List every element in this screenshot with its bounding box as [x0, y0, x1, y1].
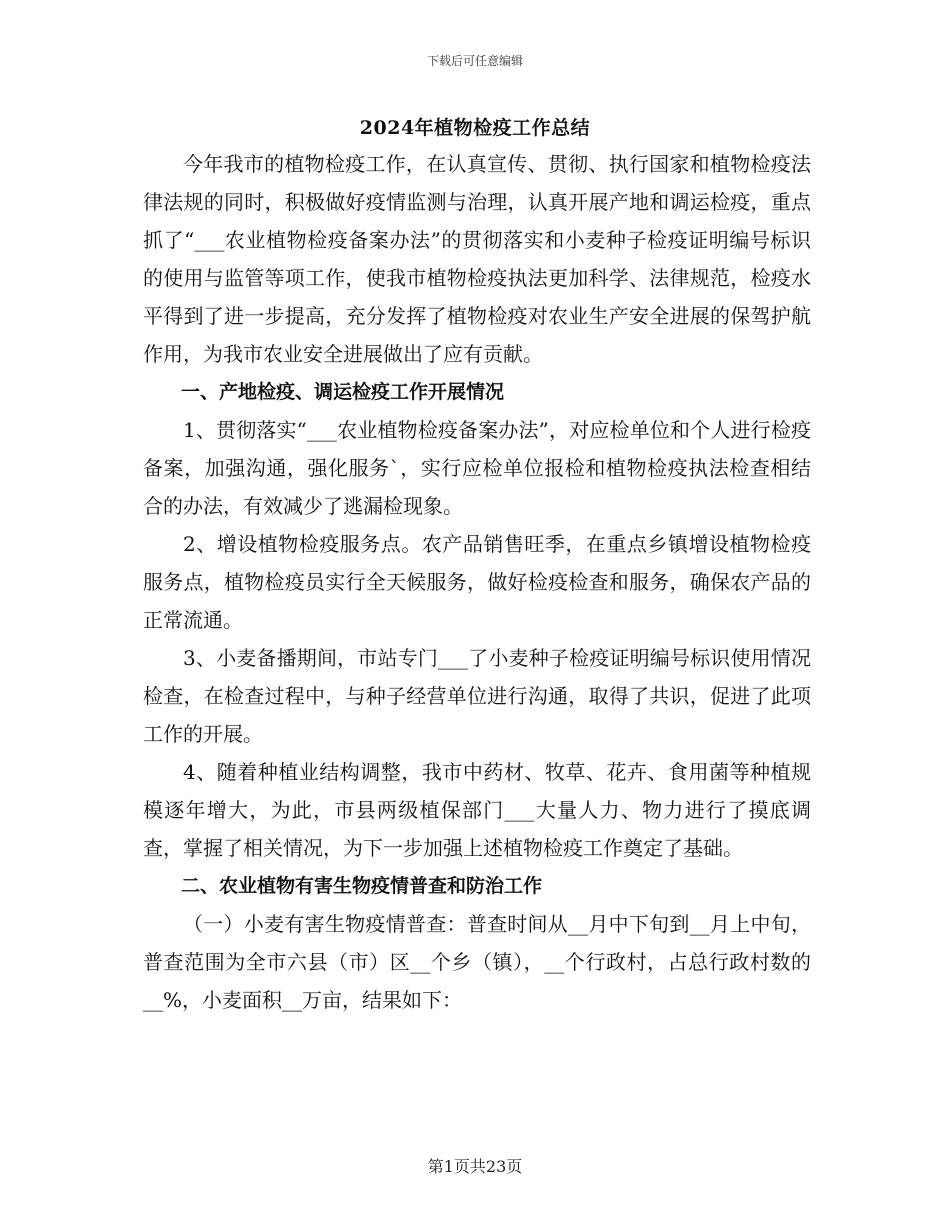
header-note: 下载后可任意编辑: [426, 54, 523, 68]
paragraph-survey: （一）小麦有害生物疫情普查：普查时间从__月中下旬到__月上中旬，普查范围为全市六县（市）区__个乡（镇），__个行政村，占总行政村数的__%，小麦面积__万亩，结果如下：: [143, 912, 811, 1012]
document-title: 2024年植物检疫工作总结: [359, 117, 591, 139]
intro-paragraph: 今年我市的植物检疫工作，在认真宣传、贯彻、执行国家和植物检疫法律法规的同时，积极做好疫情监测与治理，认真开展产地和调运检疫，重点抓了“___农业植物检疫备案办法”的贯彻落实和小麦种子检疫证明编号标识的使用与监管等项工作，使我市植物检疫执法更加科学、法律规范，检疫水平得到了进一步提高，充分发挥了植物检疫对农业生产安全进展的保驾护航作用，为我市农业安全进展做出了应有贡献。: [143, 152, 811, 366]
paragraph-item-4: 4、随着种植业结构调整，我市中药材、牧草、花卉、食用菌等种植规模逐年增大，为此，市县两级植保部门___大量人力、物力进行了摸底调查，掌握了相关情况，为下一步加强上述植物检疫工作奠定了基础。: [143, 760, 811, 860]
paragraph-item-3: 3、小麦备播期间，市站专门___了小麦种子检疫证明编号标识使用情况检查，在检查过程中，与种子经营单位进行沟通，取得了共识，促进了此项工作的开展。: [143, 646, 811, 746]
paragraph-item-2: 2、增设植物检疫服务点。农产品销售旺季，在重点乡镇增设植物检疫服务点，植物检疫员实行全天候服务，做好检疫检查和服务，确保农产品的正常流通。: [143, 532, 811, 632]
document-body: [143, 145, 811, 1019]
section-heading-2: 二、农业植物有害生物疫情普查和防治工作: [181, 875, 543, 897]
section-heading-1: 一、产地检疫、调运检疫工作开展情况: [181, 381, 505, 403]
paragraph-item-1: 1、贯彻落实“___农业植物检疫备案办法”，对应检单位和个人进行检疫备案，加强沟通，强化服务`，实行应检单位报检和植物检疫执法检查相结合的办法，有效减少了逃漏检现象。: [143, 418, 811, 518]
page-number-footer: 第1页共23页: [427, 1157, 523, 1176]
